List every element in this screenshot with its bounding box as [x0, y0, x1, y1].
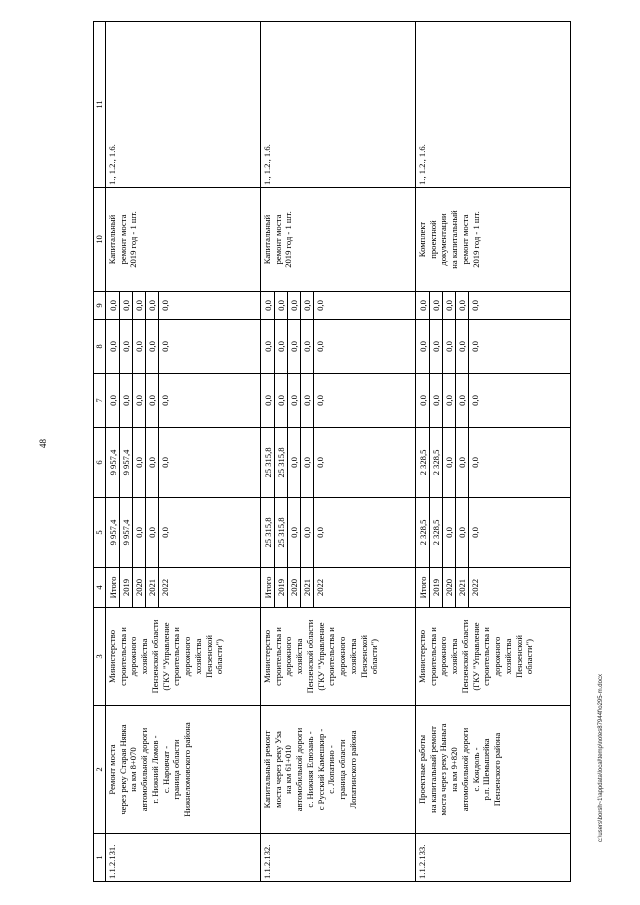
- cell-value: 0,0: [470, 341, 480, 352]
- cell-value: 0,0: [301, 428, 314, 497]
- cell-value: 0,0: [430, 320, 443, 373]
- cell-value: 25 315,8: [275, 498, 288, 567]
- row-code: 1.1.2.132.: [261, 834, 416, 882]
- row-executor: Министерство строительства и дорожного хозяйства Пензенской области (ГКУ "Управление строительства и дорожного хозяйства Пензенской области"): [106, 608, 261, 706]
- cell-value: 0,0: [301, 498, 314, 567]
- header-col-1: 1: [94, 834, 106, 882]
- row-col6: [106, 428, 261, 498]
- header-col-11: 11: [94, 22, 106, 188]
- row-col5: [106, 498, 261, 568]
- cell-value: 0,0: [120, 292, 133, 319]
- row-name: Проектные работы на капитальный ремонт моста через реку Ныньга на км 9+820 автомобильной дороги с. Кондоль - р.п. Шемышейка Пензенского района: [416, 706, 571, 834]
- row-years: [106, 568, 261, 608]
- row-col5: [261, 498, 416, 568]
- year-label: 2021: [301, 568, 314, 607]
- year-label: 2022: [160, 578, 170, 597]
- cell-value: 0,0: [443, 292, 456, 319]
- row-result: Капитальный ремонт моста 2019 год - 1 шт.: [106, 188, 261, 292]
- cell-value: 0,0: [288, 320, 301, 373]
- cell-value: 0,0: [133, 498, 146, 567]
- page-number: 48: [38, 439, 48, 448]
- header-col-3: 3: [94, 608, 106, 706]
- footer-file-path: c:\users\borsh~1\appdata\local\temp\notes87944f\o295-m.docx: [598, 674, 604, 842]
- cell-value: 9 957,4: [107, 498, 120, 567]
- table-row: [416, 22, 571, 882]
- row-col6: [416, 428, 571, 498]
- header-col-7: 7: [94, 374, 106, 428]
- year-label: 2022: [315, 578, 325, 597]
- cell-value: 2 328,5: [430, 428, 443, 497]
- year-label: 2021: [456, 568, 469, 607]
- cell-value: 0,0: [160, 300, 170, 311]
- header-col-2: 2: [94, 706, 106, 834]
- row-name: Капитальный ремонт моста через реку Уза на км 61+010 автомобильной дороги с. Нижняя Елюзань - с Русский Камешкир - с. Лопатино - граница области Лопатинского района: [261, 706, 416, 834]
- header-col-4: 4: [94, 568, 106, 608]
- cell-value: 0,0: [160, 457, 170, 468]
- cell-value: 2 328,5: [417, 428, 430, 497]
- cell-value: 0,0: [262, 292, 275, 319]
- cell-value: 0,0: [417, 320, 430, 373]
- rotated-table-container: [93, 22, 583, 882]
- cell-value: 25 315,8: [262, 498, 275, 567]
- row-col9: [106, 292, 261, 320]
- cell-value: 0,0: [288, 374, 301, 427]
- cell-value: 0,0: [275, 320, 288, 373]
- row-result: Капитальный ремонт моста 2019 год - 1 шт.: [261, 188, 416, 292]
- header-col-5: 5: [94, 498, 106, 568]
- cell-value: 0,0: [443, 428, 456, 497]
- year-label: 2020: [133, 568, 146, 607]
- cell-value: 0,0: [160, 527, 170, 538]
- year-label: 2021: [146, 568, 159, 607]
- row-name: Ремонт моста через реку Старая Нявка на км 8+070 автомобильной дороги г. Нижний Ломов - с. Наровчат - граница области Нижнеломовского района: [106, 706, 261, 834]
- row-code: 1.1.2.131.: [106, 834, 261, 882]
- cell-value: 0,0: [470, 300, 480, 311]
- cell-value: 0,0: [315, 527, 325, 538]
- cell-value: 0,0: [315, 395, 325, 406]
- cell-value: 25 315,8: [275, 428, 288, 497]
- year-label: 2020: [443, 568, 456, 607]
- cell-value: 0,0: [146, 498, 159, 567]
- year-label: 2019: [275, 568, 288, 607]
- cell-value: 0,0: [456, 292, 469, 319]
- row-years: [261, 568, 416, 608]
- cell-value: 0,0: [275, 292, 288, 319]
- table-row: [106, 22, 261, 882]
- cell-value: 9 957,4: [120, 428, 133, 497]
- cell-value: 0,0: [275, 374, 288, 427]
- row-col5: [416, 498, 571, 568]
- cell-value: 0,0: [288, 292, 301, 319]
- cell-value: 0,0: [133, 428, 146, 497]
- row-code: 1.1.2.133.: [416, 834, 571, 882]
- cell-value: 0,0: [315, 457, 325, 468]
- cell-value: 0,0: [443, 498, 456, 567]
- header-col-8: 8: [94, 320, 106, 374]
- cell-value: 0,0: [417, 374, 430, 427]
- cell-value: 0,0: [133, 292, 146, 319]
- cell-value: 0,0: [470, 527, 480, 538]
- cell-value: 0,0: [470, 395, 480, 406]
- row-col9: [416, 292, 571, 320]
- cell-value: 0,0: [107, 374, 120, 427]
- header-row: [94, 22, 106, 882]
- cell-value: 9 957,4: [120, 498, 133, 567]
- cell-value: 25 315,8: [262, 428, 275, 497]
- cell-value: 0,0: [146, 428, 159, 497]
- cell-value: 0,0: [301, 320, 314, 373]
- row-col7: [106, 374, 261, 428]
- cell-value: 0,0: [120, 320, 133, 373]
- year-label: Итого: [417, 568, 430, 607]
- row-col7: [261, 374, 416, 428]
- cell-value: 0,0: [133, 374, 146, 427]
- cell-value: 0,0: [146, 374, 159, 427]
- cell-value: 0,0: [288, 498, 301, 567]
- program-table: [93, 21, 571, 882]
- cell-value: 0,0: [146, 292, 159, 319]
- cell-value: 0,0: [120, 374, 133, 427]
- cell-value: 0,0: [417, 292, 430, 319]
- header-col-6: 6: [94, 428, 106, 498]
- cell-value: 0,0: [160, 341, 170, 352]
- cell-value: 2 328,5: [430, 498, 443, 567]
- row-executor: Министерство строительства и дорожного хозяйства Пензенской области (ГКУ "Управление строительства и дорожного хозяйства Пензенской области"): [261, 608, 416, 706]
- row-ref: 1., 1.2., 1.6.: [416, 22, 571, 188]
- row-col6: [261, 428, 416, 498]
- year-label: Итого: [262, 568, 275, 607]
- row-executor: Министерство строительства и дорожного хозяйства Пензенской области (ГКУ "Управление строительства и дорожного хозяйства Пензенской области"): [416, 608, 571, 706]
- cell-value: 0,0: [262, 374, 275, 427]
- cell-value: 0,0: [107, 292, 120, 319]
- cell-value: 0,0: [301, 374, 314, 427]
- row-col8: [261, 320, 416, 374]
- cell-value: 0,0: [288, 428, 301, 497]
- cell-value: 0,0: [146, 320, 159, 373]
- cell-value: 0,0: [456, 374, 469, 427]
- cell-value: 0,0: [456, 320, 469, 373]
- row-col8: [106, 320, 261, 374]
- row-result: Комплект проектной документации на капитальный ремонт моста 2019 год - 1 шт.: [416, 188, 571, 292]
- row-col7: [416, 374, 571, 428]
- year-label: 2022: [470, 578, 480, 597]
- cell-value: 0,0: [443, 320, 456, 373]
- cell-value: 0,0: [315, 300, 325, 311]
- row-ref: 1., 1.2., 1.6.: [106, 22, 261, 188]
- table-row: [261, 22, 416, 882]
- cell-value: 0,0: [315, 341, 325, 352]
- cell-value: 9 957,4: [107, 428, 120, 497]
- row-col9: [261, 292, 416, 320]
- cell-value: 0,0: [430, 374, 443, 427]
- year-label: Итого: [107, 568, 120, 607]
- header-col-10: 10: [94, 188, 106, 292]
- cell-value: 0,0: [160, 395, 170, 406]
- row-col8: [416, 320, 571, 374]
- cell-value: 0,0: [430, 292, 443, 319]
- year-label: 2019: [430, 568, 443, 607]
- header-col-9: 9: [94, 292, 106, 320]
- cell-value: 0,0: [456, 498, 469, 567]
- cell-value: 0,0: [301, 292, 314, 319]
- cell-value: 2 328,5: [417, 498, 430, 567]
- row-ref: 1., 1.2., 1.6.: [261, 22, 416, 188]
- cell-value: 0,0: [456, 428, 469, 497]
- cell-value: 0,0: [107, 320, 120, 373]
- cell-value: 0,0: [470, 457, 480, 468]
- year-label: 2020: [288, 568, 301, 607]
- row-years: [416, 568, 571, 608]
- year-label: 2019: [120, 568, 133, 607]
- cell-value: 0,0: [262, 320, 275, 373]
- cell-value: 0,0: [133, 320, 146, 373]
- cell-value: 0,0: [443, 374, 456, 427]
